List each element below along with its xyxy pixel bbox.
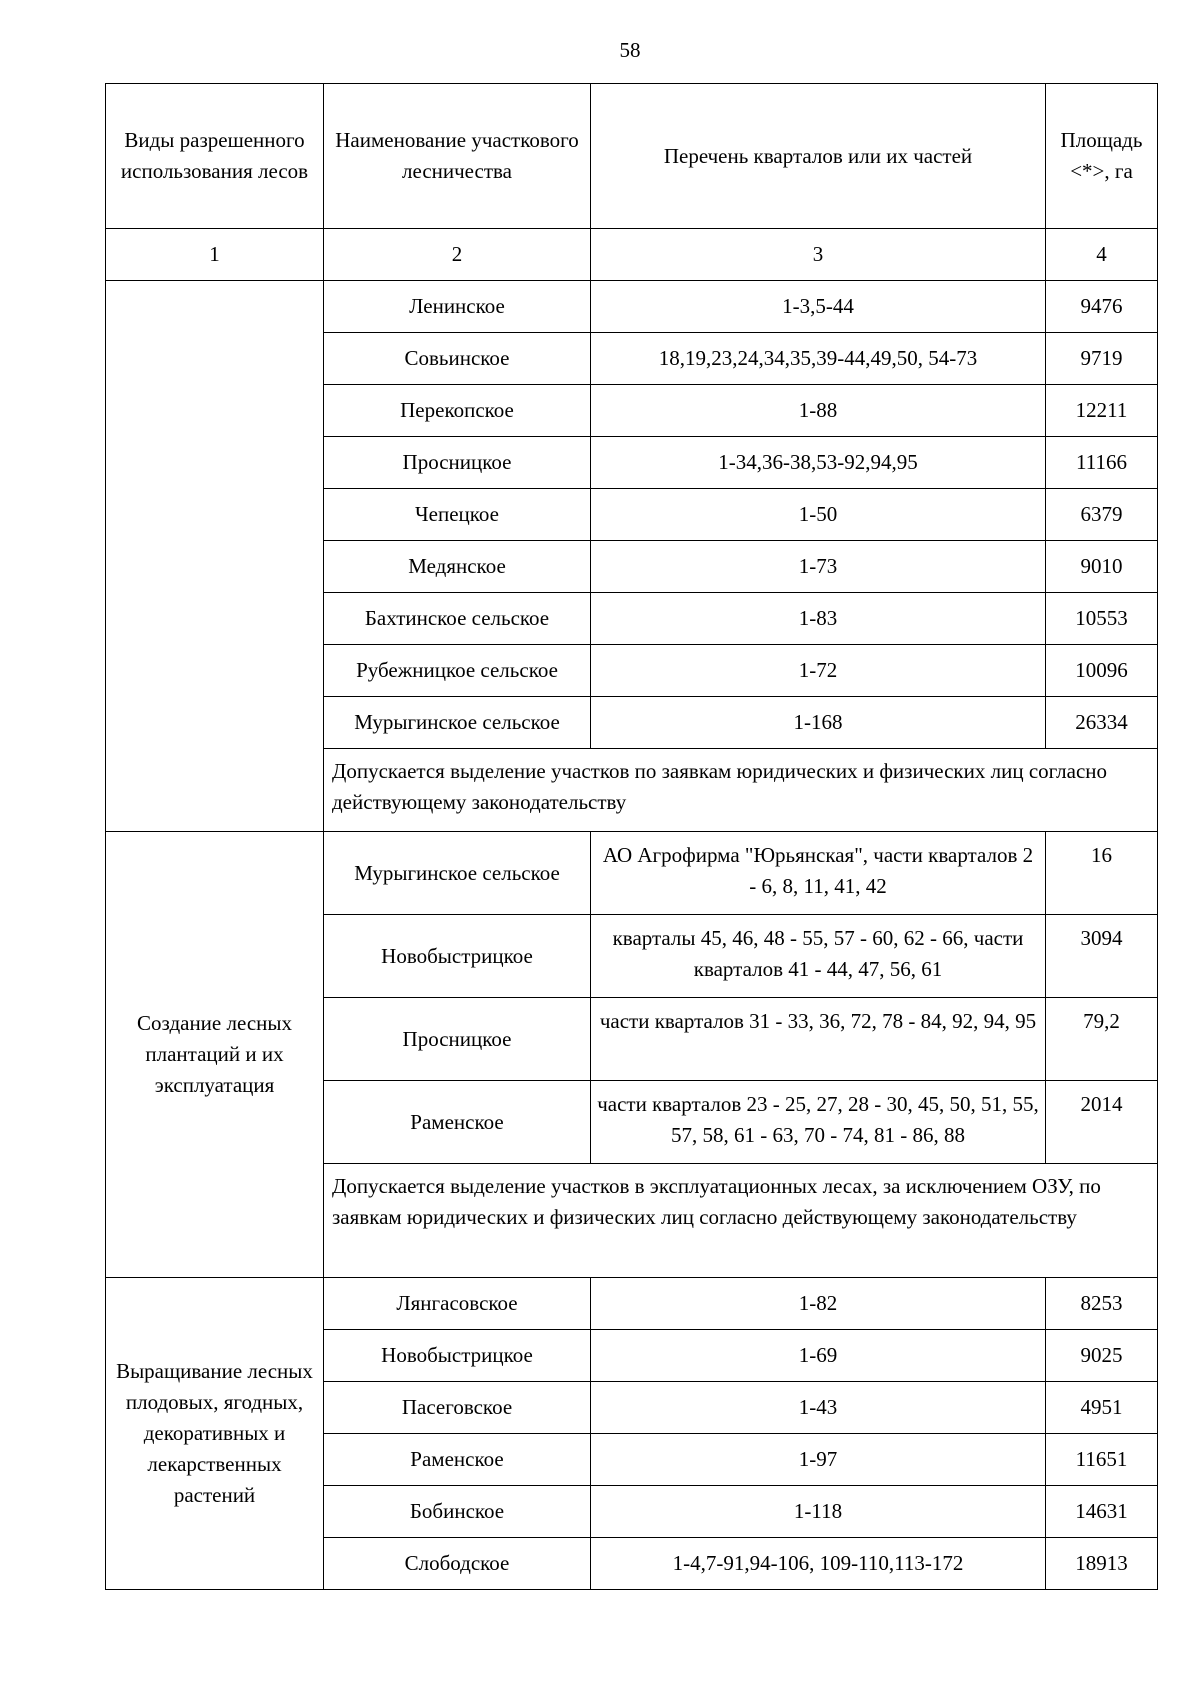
area: 11166 [1046,437,1158,489]
quarters: 1-118 [591,1486,1046,1538]
use-type-cell [106,281,324,832]
forestry-name: Новобыстрицкое [324,915,591,998]
quarters: 1-82 [591,1278,1046,1330]
forestry-name: Новобыстрицкое [324,1330,591,1382]
table-row [106,1278,1158,1330]
forestry-name: Раменское [324,1081,591,1164]
column-number: 3 [591,229,1046,281]
quarters: 1-73 [591,541,1046,593]
area: 14631 [1046,1486,1158,1538]
quarters: 1-72 [591,645,1046,697]
forestry-name: Ленинское [324,281,591,333]
forestry-name: Перекопское [324,385,591,437]
quarters: 1-168 [591,697,1046,749]
forestry-name: Медянское [324,541,591,593]
header-use-type: Виды разрешенного использования лесов [106,84,324,229]
forestry-name: Мурыгинское сельское [324,832,591,915]
area: 9476 [1046,281,1158,333]
area: 2014 [1046,1081,1158,1164]
forestry-name: Мурыгинское сельское [324,697,591,749]
forestry-name: Просницкое [324,437,591,489]
quarters: 1-88 [591,385,1046,437]
forestry-name: Пасеговское [324,1382,591,1434]
forestry-name: Чепецкое [324,489,591,541]
header-row [106,84,1158,229]
forestry-name: Совьинское [324,333,591,385]
area: 16 [1046,832,1158,915]
forestry-name: Лянгасовское [324,1278,591,1330]
area: 12211 [1046,385,1158,437]
quarters: 1-4,7-91,94-106, 109-110,113-172 [591,1538,1046,1590]
quarters: 1-97 [591,1434,1046,1486]
quarters: АО Агрофирма "Юрьянская", части кварталов 2 - 6, 8, 11, 41, 42 [591,832,1046,915]
forestry-name: Рубежницкое сельское [324,645,591,697]
table-row [106,832,1158,915]
quarters: части кварталов 23 - 25, 27, 28 - 30, 45, 50, 51, 55, 57, 58, 61 - 63, 70 - 74, 81 - 86, 88 [591,1081,1046,1164]
area: 18913 [1046,1538,1158,1590]
quarters: части кварталов 31 - 33, 36, 72, 78 - 84, 92, 94, 95 [591,998,1046,1081]
area: 26334 [1046,697,1158,749]
area: 79,2 [1046,998,1158,1081]
quarters: 1-50 [591,489,1046,541]
quarters: кварталы 45, 46, 48 - 55, 57 - 60, 62 - 66, части кварталов 41 - 44, 47, 56, 61 [591,915,1046,998]
group-note: Допускается выделение участков в эксплуатационных лесах, за исключением ОЗУ, по заявкам юридических и физических лиц согласно действующему законодательству [324,1164,1158,1278]
column-number-row [106,229,1158,281]
area: 4951 [1046,1382,1158,1434]
forestry-name: Бахтинское сельское [324,593,591,645]
header-quarters-list: Перечень кварталов или их частей [591,84,1046,229]
header-area: Площадь <*>, га [1046,84,1158,229]
column-number: 1 [106,229,324,281]
column-number: 4 [1046,229,1158,281]
quarters: 1-3,5-44 [591,281,1046,333]
group-note: Допускается выделение участков по заявкам юридических и физических лиц согласно действующему законодательству [324,749,1158,832]
quarters: 1-69 [591,1330,1046,1382]
area: 8253 [1046,1278,1158,1330]
quarters: 1-34,36-38,53-92,94,95 [591,437,1046,489]
area: 10553 [1046,593,1158,645]
page-number: 58 [619,38,641,62]
use-type-cell: Выращивание лесных плодовых, ягодных, декоративных и лекарственных растений [106,1278,324,1590]
forestry-name: Просницкое [324,998,591,1081]
forestry-name: Бобинское [324,1486,591,1538]
header-forestry-name: Наименование участкового лесничества [324,84,591,229]
area: 9010 [1046,541,1158,593]
forest-use-table [105,83,1158,1590]
area: 3094 [1046,915,1158,998]
quarters: 1-83 [591,593,1046,645]
area: 9025 [1046,1330,1158,1382]
area: 6379 [1046,489,1158,541]
table-row [106,281,1158,333]
column-number: 2 [324,229,591,281]
use-type-cell: Создание лесных плантаций и их эксплуатация [106,832,324,1278]
quarters: 1-43 [591,1382,1046,1434]
forestry-name: Раменское [324,1434,591,1486]
area: 11651 [1046,1434,1158,1486]
area: 10096 [1046,645,1158,697]
area: 9719 [1046,333,1158,385]
quarters: 18,19,23,24,34,35,39-44,49,50, 54-73 [591,333,1046,385]
forestry-name: Слободское [324,1538,591,1590]
